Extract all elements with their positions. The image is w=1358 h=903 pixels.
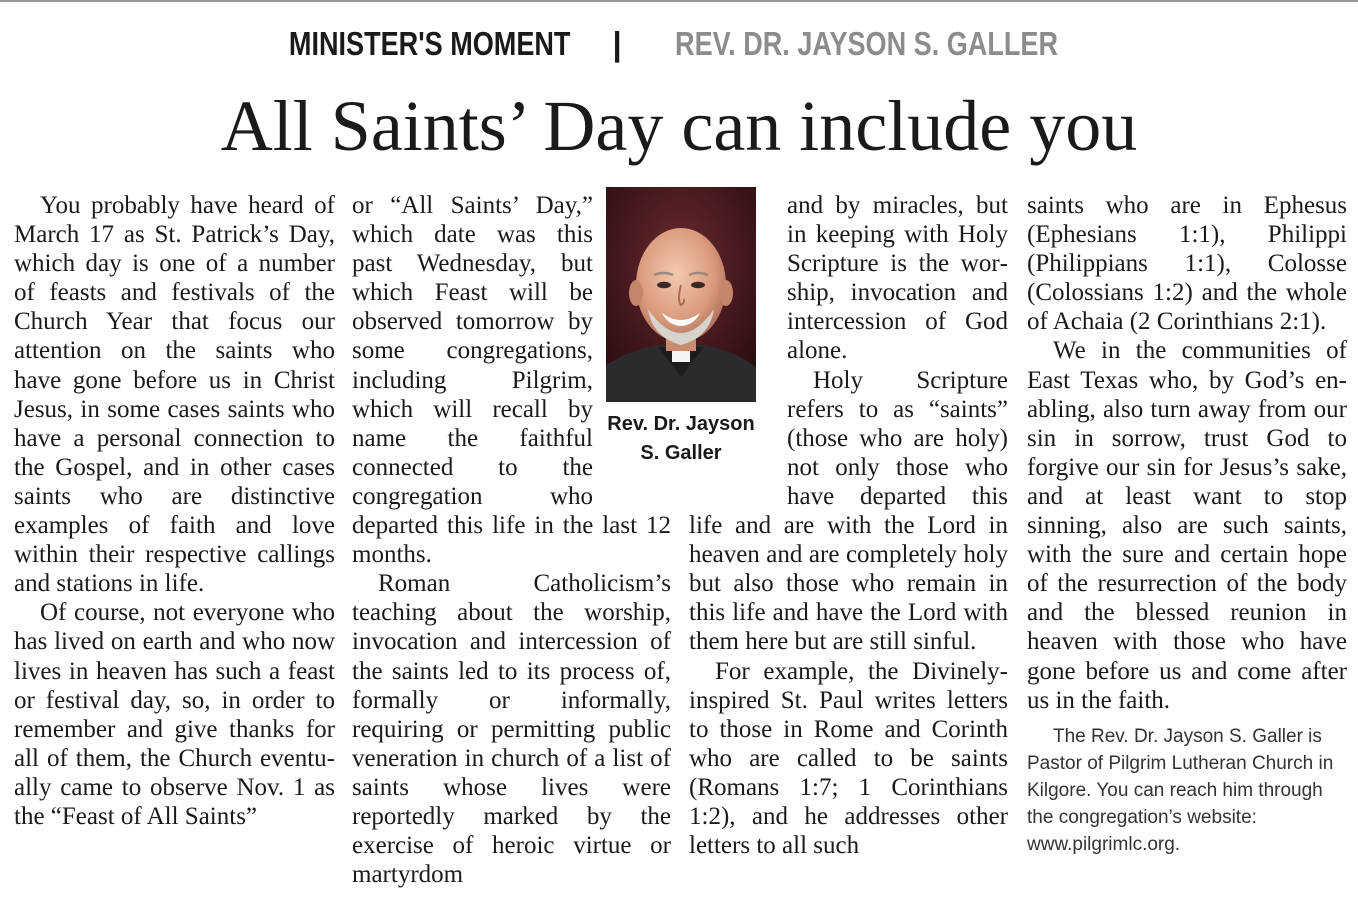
paragraph: Holy Scripture refers to as “saints” (those who are holy) not only those who have departed this life and are with the Lord in heaven and are completely holy but also those who remain in this life and have the Lord with them here but are still sinful. [689, 366, 1008, 656]
author-photo [606, 187, 756, 402]
bio-text: The Rev. Dr. Jayson S. Galler is Pastor of Pilgrim Lutheran Church in Kilgore. You can reach him through the congregation’s website: www.pilgrimlc.org. [1027, 725, 1334, 855]
author-portrait-image [606, 187, 756, 402]
paragraph: Of course, not everyone who has lived on earth and who now lives in heaven has such a feast or festival day, so, in order to remember and give thanks for all of them, the Church eventually came to observe Nov. 1 as the “Feast of All Saints” [14, 599, 335, 830]
paragraph: or “All Saints’ Day,” which date was this past Wednesday, but which Feast will be observed tomorrow by some congregations, including Pilgrim, which will recall by name the faithful connected to the congregation who departed this life in the last 12 months. [352, 192, 671, 569]
caption-line: S. Galler [640, 442, 722, 464]
column-name: MINISTER'S MOMENT [288, 25, 571, 62]
paragraph: You probably have heard of March 17 as St. Patrick’s Day, which day is one of a number of feasts and festivals of the Church Year that focus our attention on the saints who have gone before us in Christ Jesus, in some cases saints who have a personal connection to the Gospel, and in other cases saints who are distinctive examples of faith and love within their respective callings and stations in life. [14, 192, 335, 598]
caption-line: Rev. Dr. Jayson [607, 413, 755, 435]
paragraph: and by miracles, but in keeping with Holy Scripture is the worship, invocation and intercession of God alone. [787, 192, 1008, 365]
byline: REV. DR. JAYSON S. GALLER [674, 25, 1058, 62]
photo-caption [597, 410, 765, 468]
paragraph: saints who are in Ephesus (Ephesians 1:1), Philippi (Philippians 1:1), Colosse (Colossians 1:2) and the whole of Achaia (2 Corinthians 2:1). [1027, 192, 1347, 336]
headline: All Saints’ Day can include you [220, 86, 1138, 166]
column-kicker [0, 22, 1358, 66]
article-column-1 [14, 191, 335, 831]
kicker-separator: | [612, 25, 622, 62]
author-bio [1027, 723, 1347, 858]
paragraph: We in the communities of East Texas who, by God’s enabling, also turn away from our sin in sorrow, trust God to forgive our sin for Jesus’s sake, and at least want to stop sinning, also are such saints, with the sure and certain hope of the resurrection of the body and the blessed reunion in heaven with those who have gone before us and come after us in the faith. [1027, 337, 1347, 714]
top-rule [0, 0, 1358, 2]
paragraph: For example, the Divinely-inspired St. Paul writes letters to those in Rome and Corinth who are called to be saints (Romans 1:7; 1 Corinthians 1:2), and he addresses other letters to all such [689, 657, 1008, 860]
paragraph: Roman Catholicism’s teaching about the worship, invocation and intercession of the saints led to its process of, formally or informally, requiring or permitting public veneration in church of a list of saints whose lives were reportedly marked by the exercise of heroic virtue or martyrdom [352, 570, 671, 889]
article-column-4 [1027, 191, 1347, 858]
